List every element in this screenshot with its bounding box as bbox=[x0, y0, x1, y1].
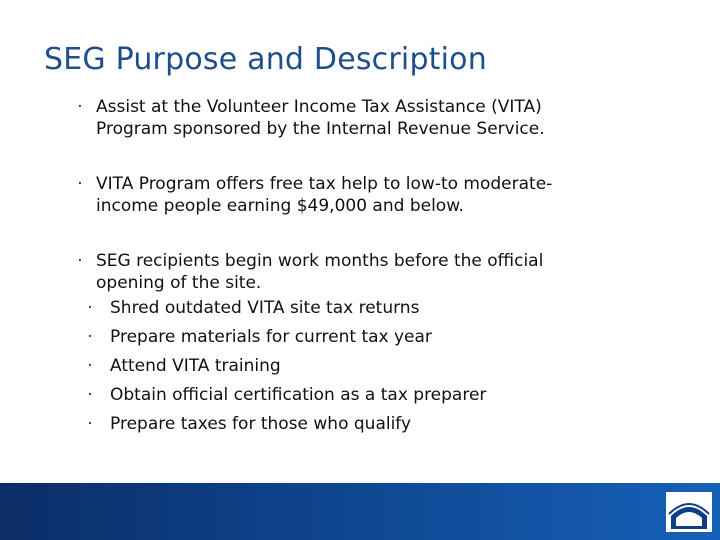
sub-bullet-text: Prepare taxes for those who qualify bbox=[110, 414, 412, 434]
sub-bullet-dot-icon: · bbox=[87, 414, 93, 434]
sub-bullet-text: Attend VITA training bbox=[110, 356, 281, 376]
bullet-text-line: income people earning $49,000 and below. bbox=[96, 196, 464, 216]
sub-bullet-text: Shred outdated VITA site tax returns bbox=[110, 298, 420, 318]
sub-bullet-list bbox=[74, 294, 674, 439]
sub-bullet-item bbox=[74, 294, 674, 323]
sub-bullet-item bbox=[74, 352, 674, 381]
sub-bullet-dot-icon: · bbox=[87, 298, 93, 318]
sub-bullet-dot-icon: · bbox=[87, 327, 93, 347]
sub-bullet-text: Obtain official certification as a tax preparer bbox=[110, 385, 487, 405]
footer-band bbox=[0, 483, 720, 540]
bridge-arch-logo-icon bbox=[666, 492, 712, 532]
bullet-dot-icon: · bbox=[77, 251, 83, 271]
sub-bullet-dot-icon: · bbox=[87, 356, 93, 376]
sub-bullet-item bbox=[74, 381, 674, 410]
bullet-text-line: SEG recipients begin work months before the official bbox=[96, 251, 544, 271]
bullet-text-line: VITA Program offers free tax help to low-to moderate- bbox=[96, 174, 553, 194]
slide-title: SEG Purpose and Description bbox=[44, 42, 487, 77]
bullet-item bbox=[74, 96, 674, 140]
bullet-list bbox=[74, 96, 674, 439]
bullet-item bbox=[74, 173, 674, 217]
bullet-text-line: Assist at the Volunteer Income Tax Assistance (VITA) bbox=[96, 97, 542, 117]
bullet-dot-icon: · bbox=[77, 174, 83, 194]
sub-bullet-text: Prepare materials for current tax year bbox=[110, 327, 432, 347]
bullet-dot-icon: · bbox=[77, 97, 83, 117]
bullet-text-line: opening of the site. bbox=[96, 273, 262, 293]
bullet-item bbox=[74, 250, 674, 294]
sub-bullet-item bbox=[74, 410, 674, 439]
sub-bullet-item bbox=[74, 323, 674, 352]
sub-bullet-dot-icon: · bbox=[87, 385, 93, 405]
bullet-text-line: Program sponsored by the Internal Revenue Service. bbox=[96, 119, 545, 139]
